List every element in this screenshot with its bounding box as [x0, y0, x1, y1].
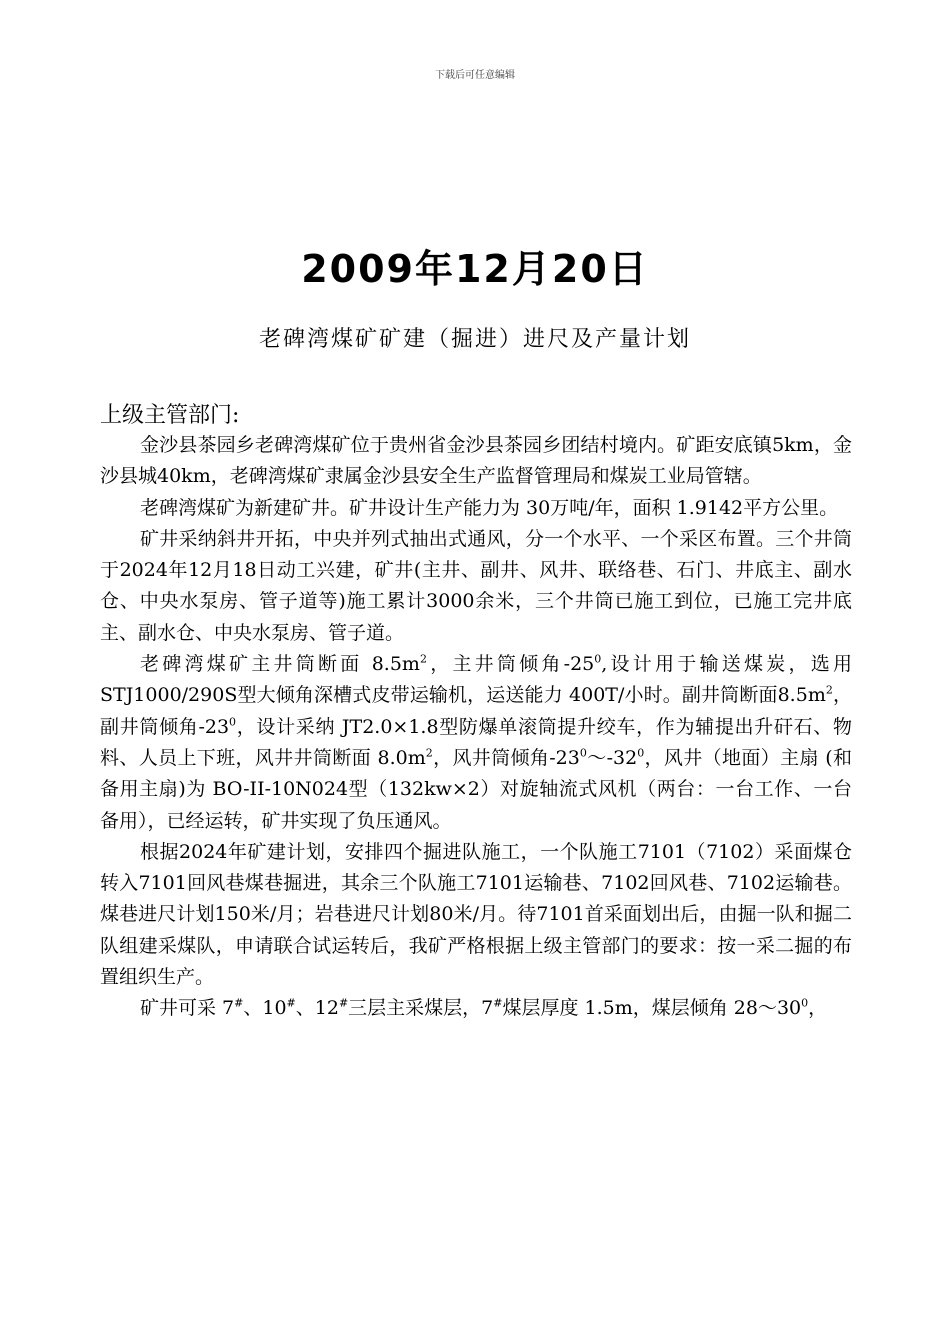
document-title: 老碑湾煤矿矿建（掘进）进尺及产量计划	[258, 327, 691, 352]
paragraph-shafts: 老碑湾煤矿主井筒断面 $8.5m^2$，主井筒倾角$-25^0$,设计用于输送煤炭，选用STJ1000/290S型大倾角深槽式皮带运输机，运送能力 400T/小时。副井筒断面$8.5m^2$，副井筒倾角$-23^0$，设计采纳 JT2.0×1.8型防爆单滚筒提升绞车，作为辅提出升矸石、物料、人员上下班，风井井筒断面 $8.0m^2$，风井筒倾角$-23^0\sim-32^0$，风井（地面）主扇 (和备用主扇)为 BO-II-10N024型（132kw×2）对旋轴流式风机（两台：一台工作、一台备用），已经运转，矿井实现了负压通风。	[100, 652, 852, 832]
document-body	[100, 430, 852, 1025]
department-label: 上级主管部门:	[100, 403, 240, 428]
paragraph-seams: 矿井可采 7#、10#、12#三层主采煤层，7#煤层厚度 1.5m，煤层倾角 $28\sim 30^0$，	[140, 997, 828, 1020]
paragraph-development: 矿井采纳斜井开拓，中央并列式抽出式通风，分一个水平、一个采区布置。三个井筒于2024年12月18日动工兴建，矿井(主井、副井、风井、联络巷、石门、井底主、副水仓、中央水泵房、管子道等)施工累计3000余米，三个井筒已施工到位，已施工完井底主、副水仓、中央水泵房、管子道。	[100, 527, 852, 644]
paragraph-location: 金沙县茶园乡老碑湾煤矿位于贵州省金沙县茶园乡团结村境内。矿距安底镇5km，金沙县城40km，老碑湾煤矿隶属金沙县安全生产监督管理局和煤炭工业局管辖。	[100, 434, 852, 488]
document-date: 2009年12月20日	[301, 247, 649, 291]
paragraph-plan: 根据2024年矿建计划，安排四个掘进队施工，一个队施工7101（7102）采面煤仓转入7101回风巷煤巷掘进，其余三个队施工7101运输巷、7102回风巷、7102运输巷。煤巷进尺计划150米/月；岩巷进尺计划80米/月。待7101首采面划出后，由掘一队和掘二队组建采煤队，申请联合试运转后，我矿严格根据上级主管部门的要求：按一采二掘的布置组织生产。	[100, 840, 852, 989]
header-note: 下载后可任意编辑	[435, 70, 515, 81]
paragraph-capacity: 老碑湾煤矿为新建矿井。矿井设计生产能力为 30万吨/年，面积 1.9142平方公里。	[140, 496, 839, 519]
